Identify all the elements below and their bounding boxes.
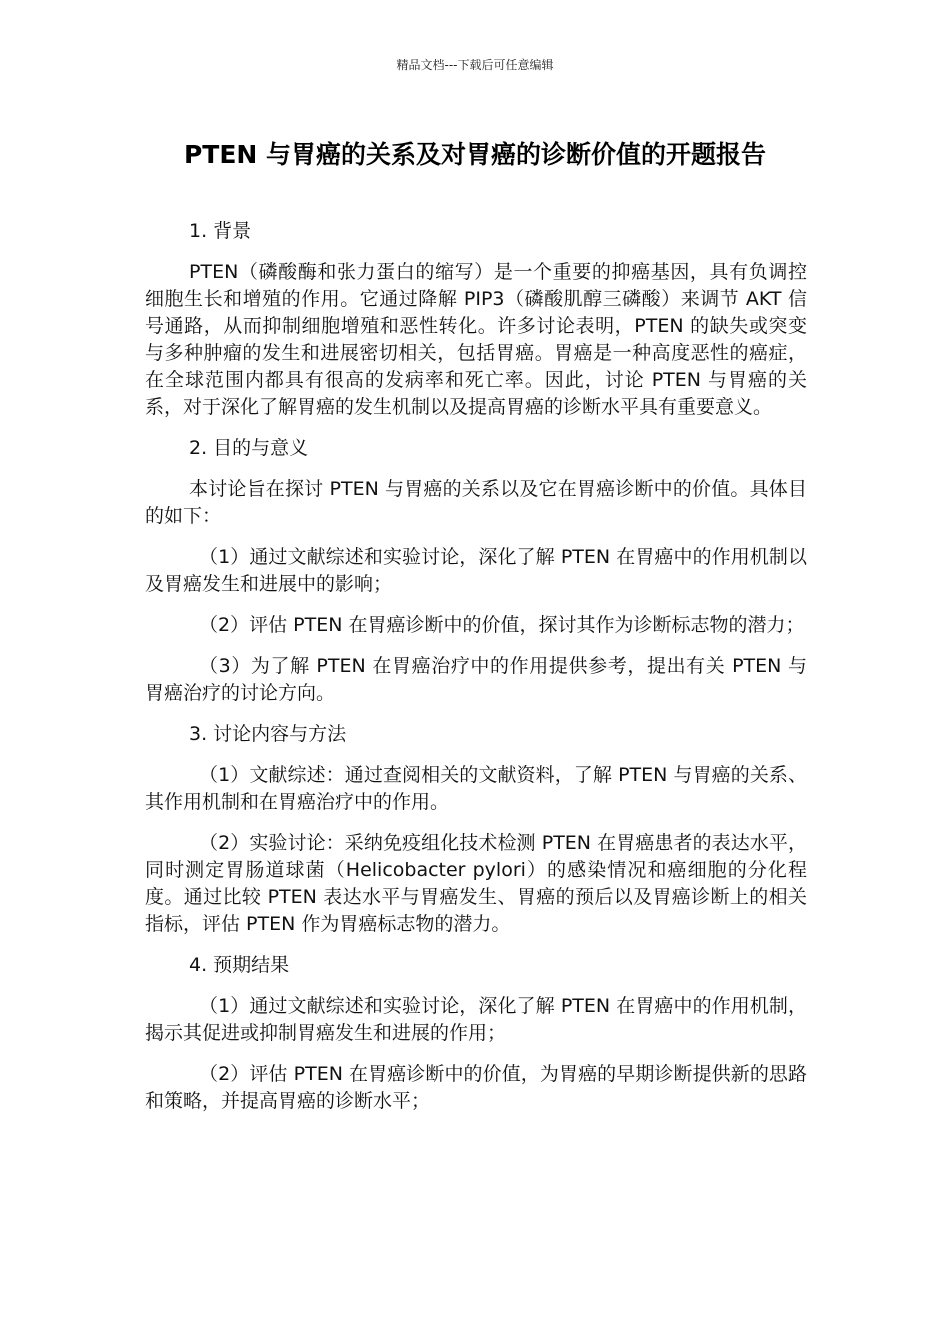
section-heading-results: 4. 预期结果 [189,954,290,976]
purpose-item-2: （2）评估 PTEN 在胃癌诊断中的价值，探讨其作为诊断标志物的潜力； [199,614,805,636]
section-heading-background: 1. 背景 [189,220,252,242]
document-title: PTEN 与胃癌的关系及对胃癌的诊断价值的开题报告 [183,140,767,169]
section-heading-purpose: 2. 目的与意义 [189,437,309,459]
document-body [145,218,807,1129]
page-header-note: 精品文档---下载后可任意编辑 [396,58,554,72]
purpose-intro-paragraph: 本讨论旨在探讨 PTEN 与胃癌的关系以及它在胃癌诊断中的价值。具体目的如下： [145,478,807,527]
methods-item-1: （1）文献综述：通过查阅相关的文献资料，了解 PTEN 与胃癌的关系、其作用机制和在胃癌治疗中的作用。 [145,764,807,813]
purpose-item-3: （3）为了解 PTEN 在胃癌治疗中的作用提供参考，提出有关 PTEN 与胃癌治疗的讨论方向。 [145,655,807,704]
purpose-item-1: （1）通过文献综述和实验讨论，深化了解 PTEN 在胃癌中的作用机制以及胃癌发生和进展中的影响； [145,546,807,595]
results-item-2: （2）评估 PTEN 在胃癌诊断中的价值，为胃癌的早期诊断提供新的思路和策略，并提高胃癌的诊断水平； [145,1063,807,1112]
results-item-1: （1）通过文献综述和实验讨论，深化了解 PTEN 在胃癌中的作用机制，揭示其促进或抑制胃癌发生和进展的作用； [145,995,807,1044]
background-paragraph: PTEN（磷酸酶和张力蛋白的缩写）是一个重要的抑癌基因，具有负调控细胞生长和增殖的作用。它通过降解 PIP3（磷酸肌醇三磷酸）来调节 AKT 信号通路，从而抑制细胞增殖和恶性转化。许多讨论表明，PTEN 的缺失或突变与多种肿瘤的发生和进展密切相关，包括胃癌。胃癌是一种高度恶性的癌症，在全球范围内都具有很高的发病率和死亡率。因此，讨论 PTEN 与胃癌的关系，对于深化了解胃癌的发生机制以及提高胃癌的诊断水平具有重要意义。 [145,261,807,418]
methods-item-2: （2）实验讨论：采纳免疫组化技术检测 PTEN 在胃癌患者的表达水平，同时测定胃肠道球菌（Helicobacter pylori）的感染情况和癌细胞的分化程度。通过比较 PTEN 表达水平与胃癌发生、胃癌的预后以及胃癌诊断上的相关指标，评估 PTEN 作为胃癌标志物的潜力。 [145,832,807,935]
section-heading-methods: 3. 讨论内容与方法 [189,723,347,745]
